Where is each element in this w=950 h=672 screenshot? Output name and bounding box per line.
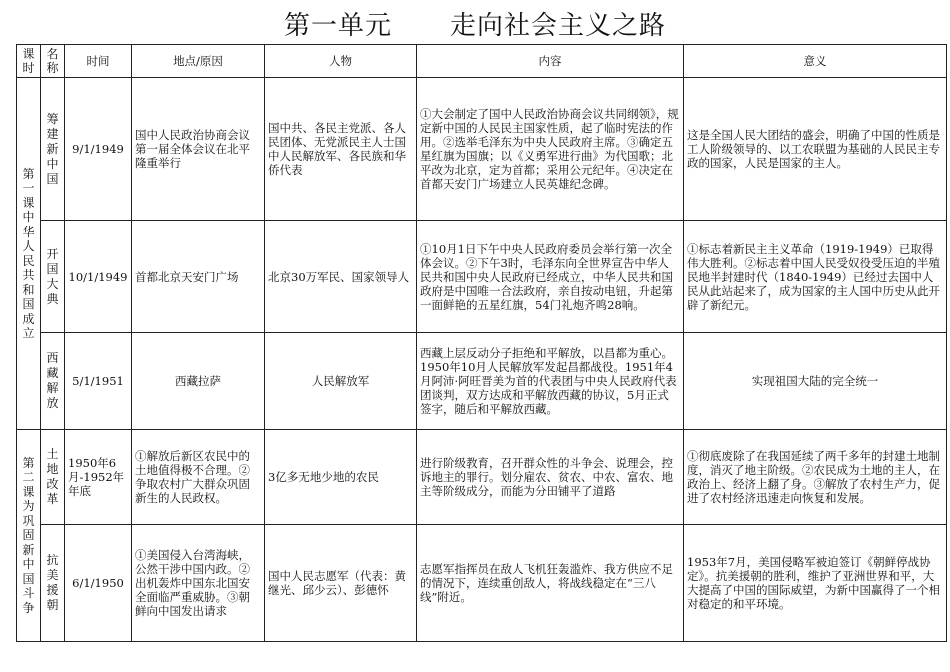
header-content: 内容 [417,45,684,78]
event-time: 6/1/1950 [65,525,132,642]
event-place: ①解放后新区农民中的土地值得极不合理。②争取农村广大群众巩固新生的人民政权。 [132,430,265,525]
event-people: 人民解放军 [265,333,417,430]
event-meaning: ①彻底废除了在我国延续了两千多年的封建土地制度，消灭了地主阶级。②农民成为土地的主人，在政治上、经济上翻了身。③解放了农村生产力，促进了农村经济迅速走向恢复和发展。 [684,430,947,525]
event-meaning: ①标志着新民主主义革命（1919-1949）已取得伟大胜利。②标志着中国人民受奴役受压迫的半殖民地半封建时代（1840-1949）已经过去国中人民从此站起来了，成为国家的主人国中历史从此开辟了新纪元。 [684,221,947,333]
event-meaning: 实现祖国大陆的完全统一 [684,333,947,430]
event-time: 9/1/1949 [65,78,132,221]
event-meaning: 这是全国人民大团结的盛会，明确了中国的性质是工人阶级领导的、以工农联盟为基础的人民民主专政的国家，人民是国家的主人。 [684,78,947,221]
event-name: 西藏解放 [41,333,65,430]
header-time: 时间 [65,45,132,78]
event-people: 国中共、各民主党派、各人民团体、无党派民主人士国中人民解放军、各民族和华侨代表 [265,78,417,221]
event-people: 3亿多无地少地的农民 [265,430,417,525]
page-title [0,8,950,44]
header-place: 地点/原因 [132,45,265,78]
table-row [17,333,947,430]
lesson-cell: 第一课 中华人民共和国成立 [17,78,41,430]
header-meaning: 意义 [684,45,947,78]
header-lesson: 课时 [17,45,41,78]
event-name: 开国大典 [41,221,65,333]
table-row [17,430,947,525]
event-content: ①大会制定了国中人民政治协商会议共同纲领》，规定新中国的人民民主国家性质，起了临时宪法的作用。②选举毛泽东为中央人民政府主席。③确定五星红旗为国旗；以《义勇军进行曲》为代国歌；北平改为北京，定为首都；采用公元纪年。④决定在首都天安门广场建立人民英雄纪念碑。 [417,78,684,221]
event-name: 筹建新中国 [41,78,65,221]
event-content: 志愿军指挥员在敌人飞机狂轰滥炸、我方供应不足的情况下，连续重创敌人，将战线稳定在“三八线”附近。 [417,525,684,642]
event-name: 抗美援朝 [41,525,65,642]
table-row [17,525,947,642]
event-time: 1950年6月-1952年年底 [65,430,132,525]
event-place: ①美国侵入台湾海峡，公然干涉中国内政。②出机轰炸中国东北国安全面临严重威胁。③朝鲜向中国发出请求 [132,525,265,642]
header-row [17,45,947,78]
event-content: 西藏上层反动分子拒绝和平解放，以昌都为重心。1950年10月人民解放军发起昌都战役。1951年4月阿沛·阿旺晋美为首的代表团与中央人民政府代表团谈判，双方达成和平解放西藏的协议，5月正式签字，随后和平解放西藏。 [417,333,684,430]
event-name: 土地改革 [41,430,65,525]
header-people: 人物 [265,45,417,78]
header-name: 名称 [41,45,65,78]
event-time: 10/1/1949 [65,221,132,333]
event-people: 北京30万军民、国家领导人 [265,221,417,333]
lesson-cell: 第二课 为巩固新中国斗争 [17,430,41,642]
table-row [17,78,947,221]
table-row [17,221,947,333]
summary-table [16,44,947,642]
event-place: 国中人民政治协商会议第一届全体会议在北平隆重举行 [132,78,265,221]
event-content: 进行阶级教育，召开群众性的斗争会、说理会，控诉地主的罪行。划分雇农、贫农、中农、富农、地主等阶级成分，而能为分田铺平了道路 [417,430,684,525]
unit-label: 第一单元 [283,11,392,41]
event-people: 国中人民志愿军（代表：黄继光、邱少云）、彭德怀 [265,525,417,642]
event-time: 5/1/1951 [65,333,132,430]
event-content: ①10月1日下午中央人民政府委员会举行第一次全体会议。②下午3时，毛泽东向全世界宣告中华人民共和国中央人民政府已经成立，中华人民共和国政府是中国唯一合法政府，亲自按动电钮，升起第一面鲜艳的五星红旗，54门礼炮齐鸣28响。 [417,221,684,333]
event-meaning: 1953年7月，美国侵略军被迫签订《朝鲜停战协定》。抗美援朝的胜利，维护了亚洲世界和平，大大提高了中国的国际威望，为新中国赢得了一个相对稳定的和平环境。 [684,525,947,642]
event-place: 首都北京天安门广场 [132,221,265,333]
unit-theme: 走向社会主义之路 [450,11,667,41]
event-place: 西藏拉萨 [132,333,265,430]
